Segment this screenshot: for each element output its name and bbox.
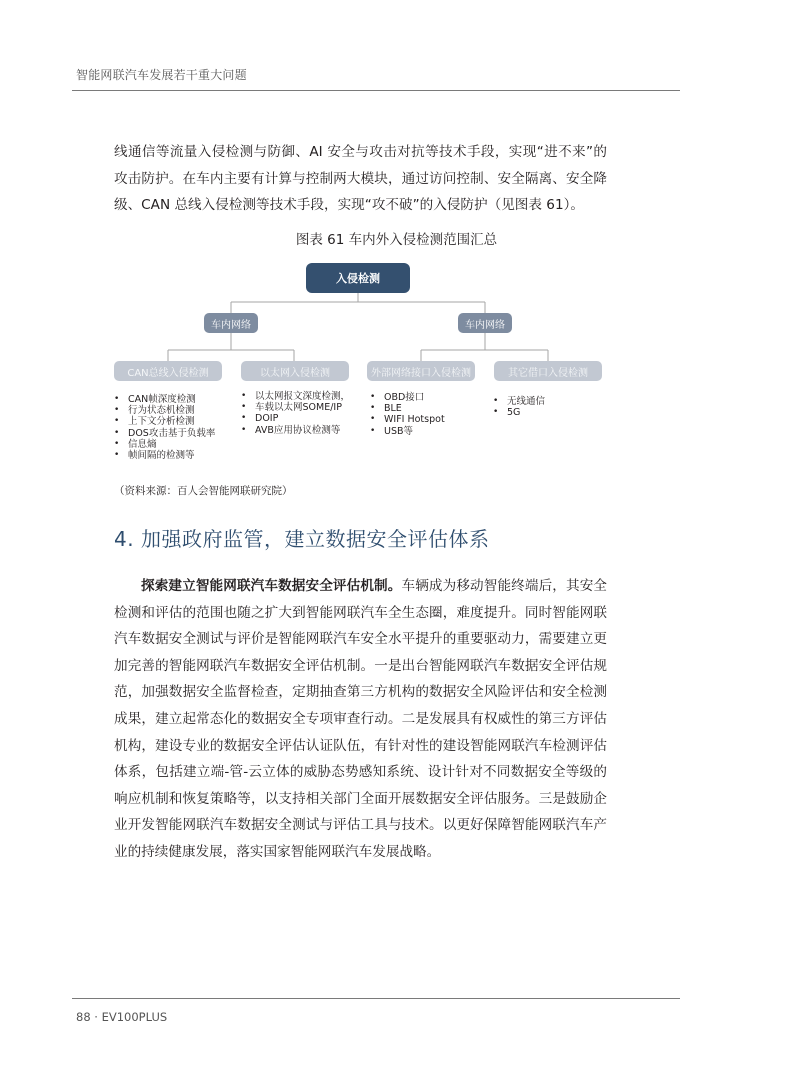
- figure-source-note: （资料来源：百人会智能网联研究院）: [114, 485, 293, 497]
- section-heading: 4. 加强政府监管，建立数据安全评估体系: [114, 527, 490, 551]
- paragraph-body: 车辆成为移动智能终端后，其安全检测和评估的范围也随之扩大到智能网联汽车全生态圈，难度提升。同时智能网联汽车数据安全测试与评价是智能网联汽车安全水平提升的重要驱动力，需要建立更加完善的智能网联汽车数据安全评估机制。一是出台智能网联汽车数据安全评估规范，加强数据安全监督检查，定期抽查第三方机构的数据安全风险评估和安全检测成果，建立起常态化的数据安全专项审查行动。二是发展具有权威性的第三方评估机构，建设专业的数据安全评估认证队伍，有针对性的建设智能网联汽车检测评估体系，包括建立端-管-云立体的威胁态势感知系统、设计针对不同数据安全等级的响应机制和恢复策略等，以支持相关部门全面开展数据安全评估服务。三是鼓励企业开发智能网联汽车数据安全测试与评估工具与技术。以更好保障智能网联汽车产业的持续健康发展，落实国家智能网联汽车发展战略。: [114, 578, 608, 860]
- main-paragraph: [114, 573, 607, 866]
- external-interface-bullet-list: [370, 392, 445, 437]
- bullet-item: • OBD接口: [370, 392, 445, 403]
- footer-divider: [72, 998, 680, 999]
- branch-node-in-vehicle-network-left: 车内网络: [204, 313, 258, 333]
- bullet-item: • 信息熵: [114, 439, 215, 450]
- bullet-item: • CAN帧深度检测: [114, 394, 215, 405]
- other-interface-bullet-list: [493, 396, 545, 418]
- bullet-item: • AVB应用协议检测等: [241, 425, 350, 436]
- bullet-item: • 上下文分析检测: [114, 416, 215, 427]
- bullet-item: • 帧间隔的检测等: [114, 450, 215, 461]
- intro-paragraph: 线通信等流量入侵检测与防御、AI 安全与攻击对抗等技术手段，实现“进不来”的攻击防护。在车内主要有计算与控制两大模块，通过访问控制、安全隔离、安全降级、CAN 总线入侵检测等技术手段，实现“攻不破”的入侵防护（见图表 61）。: [114, 144, 607, 214]
- header-divider: [72, 90, 680, 91]
- root-node-intrusion-detection: 入侵检测: [306, 263, 410, 293]
- bullet-item: • 行为状态机检测: [114, 405, 215, 416]
- bullet-item: • WIFI Hotspot: [370, 414, 445, 425]
- leaf-node-external-interface: 外部网络接口入侵检测: [367, 361, 475, 381]
- branch-node-in-vehicle-network-right: 车内网络: [458, 313, 512, 333]
- bullet-item: • 5G: [493, 407, 545, 418]
- lead-sentence: 探索建立智能网联汽车数据安全评估机制。: [141, 578, 402, 594]
- leaf-node-other-interface: 其它借口入侵检测: [494, 361, 602, 381]
- bullet-item: • BLE: [370, 403, 445, 414]
- running-head: 智能网联汽车发展若干重大问题: [76, 68, 247, 82]
- figure-caption: 图表 61 车内外入侵检测范围汇总: [295, 232, 498, 248]
- bullet-item: • 无线通信: [493, 396, 545, 407]
- page-folio: 88 · EV100PLUS: [76, 1010, 168, 1024]
- can-bus-bullet-list: [114, 394, 215, 461]
- bullet-item: • USB等: [370, 426, 445, 437]
- bullet-item: • DOIP: [241, 413, 350, 424]
- bullet-item: • 以太网报文深度检测，: [241, 391, 350, 402]
- leaf-node-ethernet: 以太网入侵检测: [241, 361, 349, 381]
- bullet-item: • 车载以太网SOME/IP: [241, 402, 350, 413]
- bullet-item: • DOS攻击基于负载率: [114, 428, 215, 439]
- ethernet-bullet-list: [241, 391, 350, 436]
- leaf-node-can-bus: CAN总线入侵检测: [114, 361, 222, 381]
